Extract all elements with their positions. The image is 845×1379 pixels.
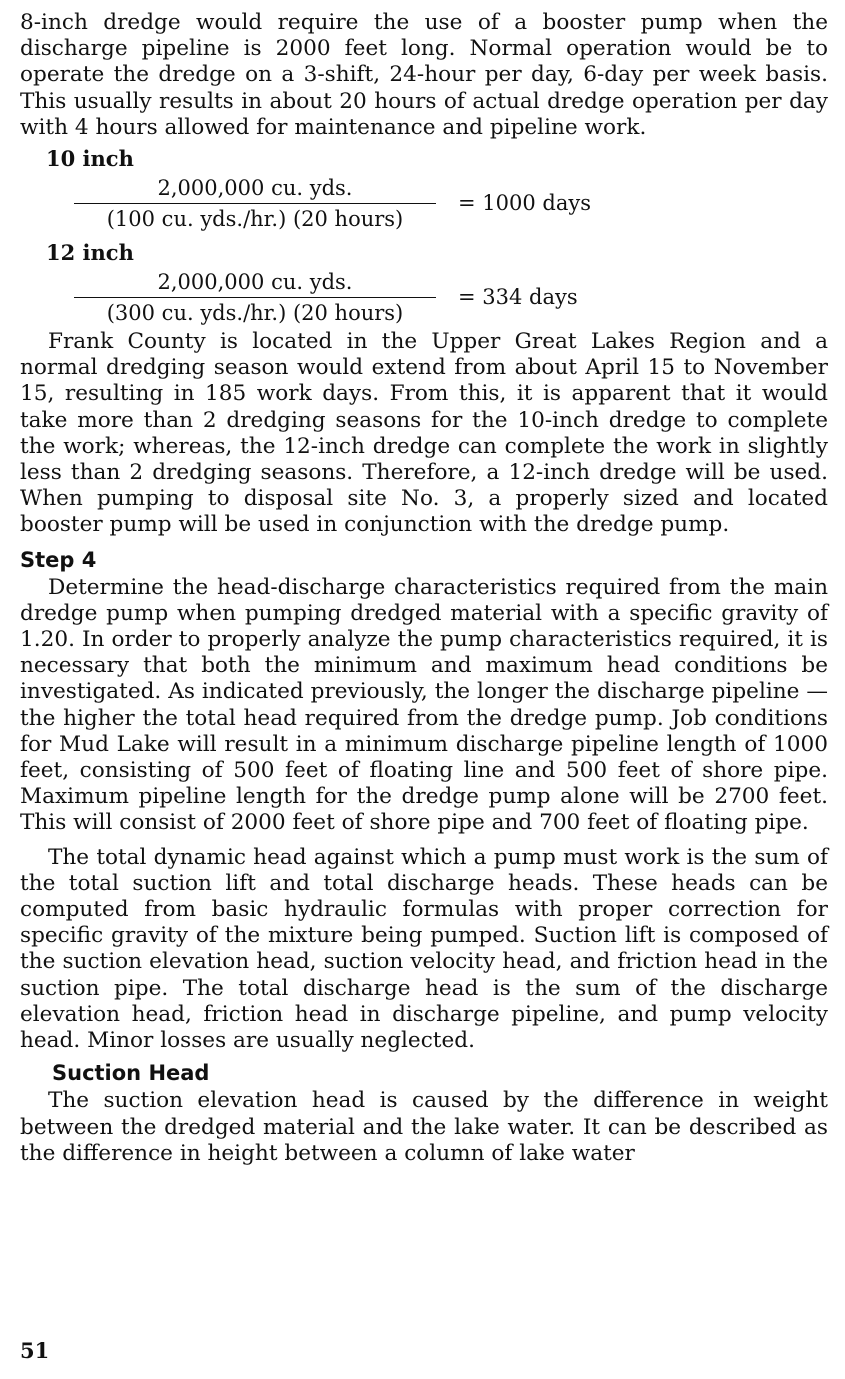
season-paragraph: Frank County is located in the Upper Great Lakes Region and a normal dredging season would extend from about April 15 to November 15, resulting in 185 work days. From this, it is apparent that it would take more than 2 dredging seasons for the 10-inch dredge to complete the work; whereas, the 12-inch dredge can complete the work in slightly less than 2 dredging seasons. Therefore, a 12-inch dredge will be used. When pumping to disposal site No. 3, a properly sized and located booster pump will be used in conjunction with the dredge pump.: [20, 329, 828, 538]
suction-head-subheading: Suction Head: [52, 1061, 210, 1086]
calc-label-12-inch: 12 inch: [46, 240, 134, 266]
step-heading: Step 4: [20, 547, 97, 572]
document-page: [20, 10, 828, 1167]
step-paragraph-1: Determine the head-discharge characteristics required from the main dredge pump when pumping dredged material with a specific gravity of 1.20. In order to properly analyze the pump characteristics required, it is necessary that both the minimum and maximum head conditions be investigated. As indicated previously, the longer the discharge pipeline — the higher the total head required from the dredge pump. Job conditions for Mud Lake will result in a minimum discharge pipeline length of 1000 feet, consisting of 500 feet of floating line and 500 feet of shore pipe. Maximum pipeline length for the dredge pump alone will be 2700 feet. This will consist of 2000 feet of shore pipe and 700 feet of floating pipe.: [20, 574, 828, 836]
calc-label-10-inch: 10 inch: [46, 146, 134, 172]
formula-10-inch: [74, 171, 828, 235]
fraction-numerator: 2,000,000 cu. yds.: [157, 269, 353, 294]
formula-12-inch: [74, 265, 828, 329]
step-paragraph-2: The total dynamic head against which a pump must work is the sum of the total suction lift and total discharge heads. These heads can be computed from basic hydraulic formulas with proper correction for specific gravity of the mixture being pumped. Suction lift is composed of the suction elevation head, suction velocity head, and friction head in the suction pipe. The total discharge head is the sum of the discharge elevation head, friction head in discharge pipeline, and pump velocity head. Minor losses are usually neglected.: [20, 844, 828, 1054]
formula-result: = 334 days: [458, 285, 578, 310]
page-number: 51: [20, 1338, 50, 1363]
fraction-denominator: (100 cu. yds./hr.) (20 hours): [106, 206, 404, 231]
intro-paragraph: 8-inch dredge would require the use of a booster pump when the discharge pipeline is 2000 feet long. Normal operation would be to operate the dredge on a 3-shift, 24-hour per day, 6-day per week basis. This usually results in about 20 hours of actual dredge operation per day with 4 hours allowed for maintenance and pipeline work.: [20, 10, 828, 140]
formula-result: = 1000 days: [458, 191, 591, 216]
fraction: [74, 269, 436, 326]
suction-paragraph: The suction elevation head is caused by the difference in weight between the dredged material and the lake water. It can be described as the difference in height between a column of lake water: [20, 1088, 828, 1166]
fraction-numerator: 2,000,000 cu. yds.: [157, 175, 353, 200]
fraction: [74, 175, 436, 232]
fraction-denominator: (300 cu. yds./hr.) (20 hours): [106, 300, 404, 325]
